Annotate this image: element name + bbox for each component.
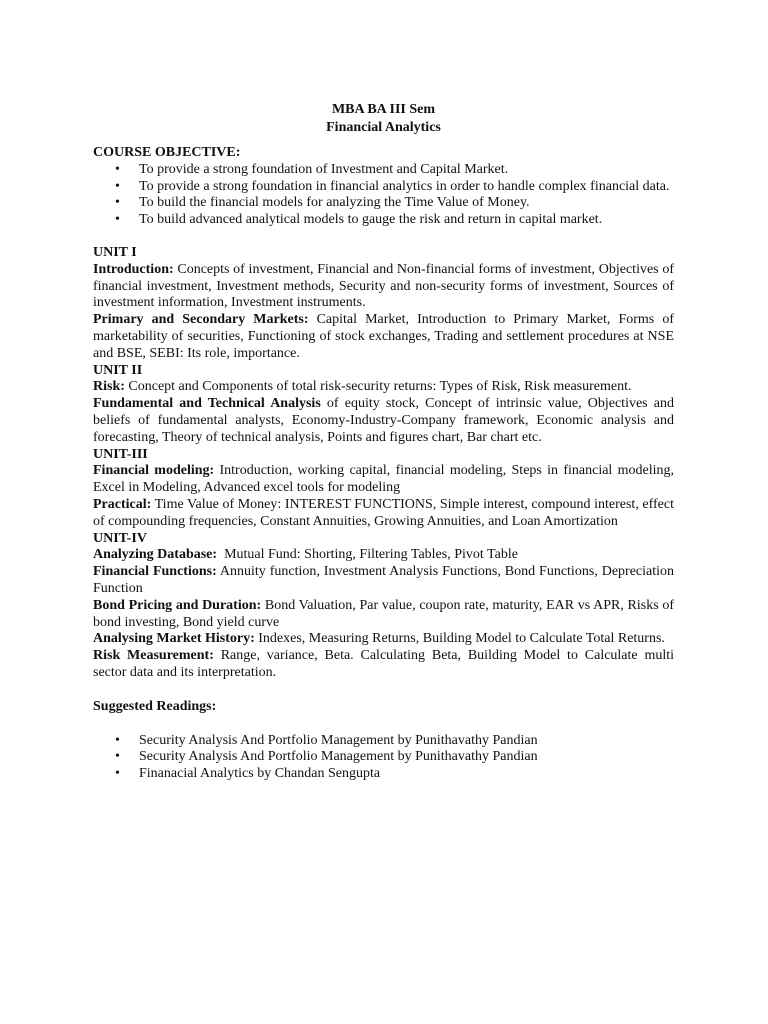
unit-topic	[93, 648, 674, 682]
objective-item: • To provide a strong foundation in financial analytics in order to handle complex financial data.	[115, 179, 674, 196]
unit-topic	[93, 262, 674, 312]
reading-item: • Security Analysis And Portfolio Management by Punithavathy Pandian	[115, 733, 674, 750]
unit-topic	[93, 463, 674, 497]
topic-title: Risk Measurement:	[93, 648, 214, 664]
unit-topic	[93, 312, 674, 362]
reading-item: • Finanacial Analytics by Chandan Sengupta	[115, 766, 674, 783]
topic-text: Introduction, working capital, financial modeling, Steps in financial modeling, Excel in Modeling, Advanced excel tools for modeling	[93, 463, 674, 496]
unit-topic	[93, 497, 674, 531]
unit-topic	[93, 631, 674, 648]
topic-title: Financial Functions:	[93, 564, 217, 580]
topic-text: Concept and Components of total risk-security returns: Types of Risk, Risk measurement.	[124, 379, 632, 395]
topic-title: Practical:	[93, 496, 152, 512]
topic-text: Concepts of investment, Financial and Non-financial forms of investment, Objectives of financial investment, Investment methods, Security and non-security forms of investment, Sources of investment information, Investment instruments.	[93, 261, 674, 311]
topic-title: Analysing Market History:	[93, 631, 255, 647]
unit-heading: UNIT-III	[93, 446, 148, 462]
unit-topic	[93, 547, 674, 564]
unit-heading: UNIT II	[93, 362, 143, 378]
reading-item: • Security Analysis And Portfolio Management by Punithavathy Pandian	[115, 749, 674, 766]
objective-item: • To build the financial models for analyzing the Time Value of Money.	[115, 195, 674, 212]
objective-item: • To provide a strong foundation of Investment and Capital Market.	[115, 162, 674, 179]
spacer	[93, 716, 674, 733]
topic-text: Capital Market, Introduction to Primary Market, Forms of marketability of securities, Functioning of stock exchanges, Trading and settlement procedures at NSE and BSE, SEBI: Its role, importance.	[93, 312, 674, 361]
topic-text: Annuity function, Investment Analysis Functions, Bond Functions, Depreciation Function	[93, 564, 675, 596]
unit-topic	[93, 564, 674, 598]
document-title	[93, 101, 674, 137]
topic-title: Fundamental and Technical Analysis	[93, 396, 321, 412]
course-objective-list	[93, 162, 674, 229]
topic-title: Risk:	[93, 379, 125, 395]
topic-text: of equity stock, Concept of intrinsic value, Objectives and beliefs of fundamental analysts, Economy-Industry-Company framework, Economic analysis and forecasting, Theory of technical analysis, Points and figures chart, Bar chart etc.	[93, 396, 674, 445]
unit-topic	[93, 379, 674, 396]
topic-title: Primary and Secondary Markets:	[93, 312, 309, 328]
objective-item: • To build advanced analytical models to gauge the risk and return in capital market.	[115, 212, 674, 229]
topic-text: Range, variance, Beta. Calculating Beta, Building Model to Calculate multi sector data and its interpretation.	[93, 648, 675, 680]
unit-heading: UNIT-IV	[93, 530, 147, 546]
suggested-readings-heading: Suggested Readings:	[93, 698, 217, 714]
topic-text: Indexes, Measuring Returns, Building Model to Calculate Total Returns.	[254, 631, 665, 647]
unit-topic	[93, 598, 674, 632]
program-title: MBA BA III Sem	[331, 102, 436, 117]
topic-text: Mutual Fund: Shorting, Filtering Tables, Pivot Table	[217, 547, 518, 563]
spacer	[93, 682, 674, 699]
topic-title: Introduction:	[93, 261, 174, 277]
topic-title: Financial modeling:	[93, 463, 215, 479]
unit-topic	[93, 396, 674, 446]
course-objective-heading: COURSE OBJECTIVE:	[93, 145, 241, 160]
suggested-readings-list	[93, 733, 674, 783]
topic-title: Analyzing Database:	[93, 547, 218, 563]
topic-title: Bond Pricing and Duration:	[93, 597, 262, 613]
unit-heading: UNIT I	[93, 244, 137, 260]
topic-text: Time Value of Money: INTEREST FUNCTIONS, Simple interest, compound interest, effect of compounding frequencies, Constant Annuities, Growing Annuities, and Loan Amortization	[93, 496, 674, 529]
course-title: Financial Analytics	[326, 120, 441, 135]
topic-text: Bond Valuation, Par value, coupon rate, maturity, EAR vs APR, Risks of bond investing, Bond yield curve	[93, 597, 674, 630]
